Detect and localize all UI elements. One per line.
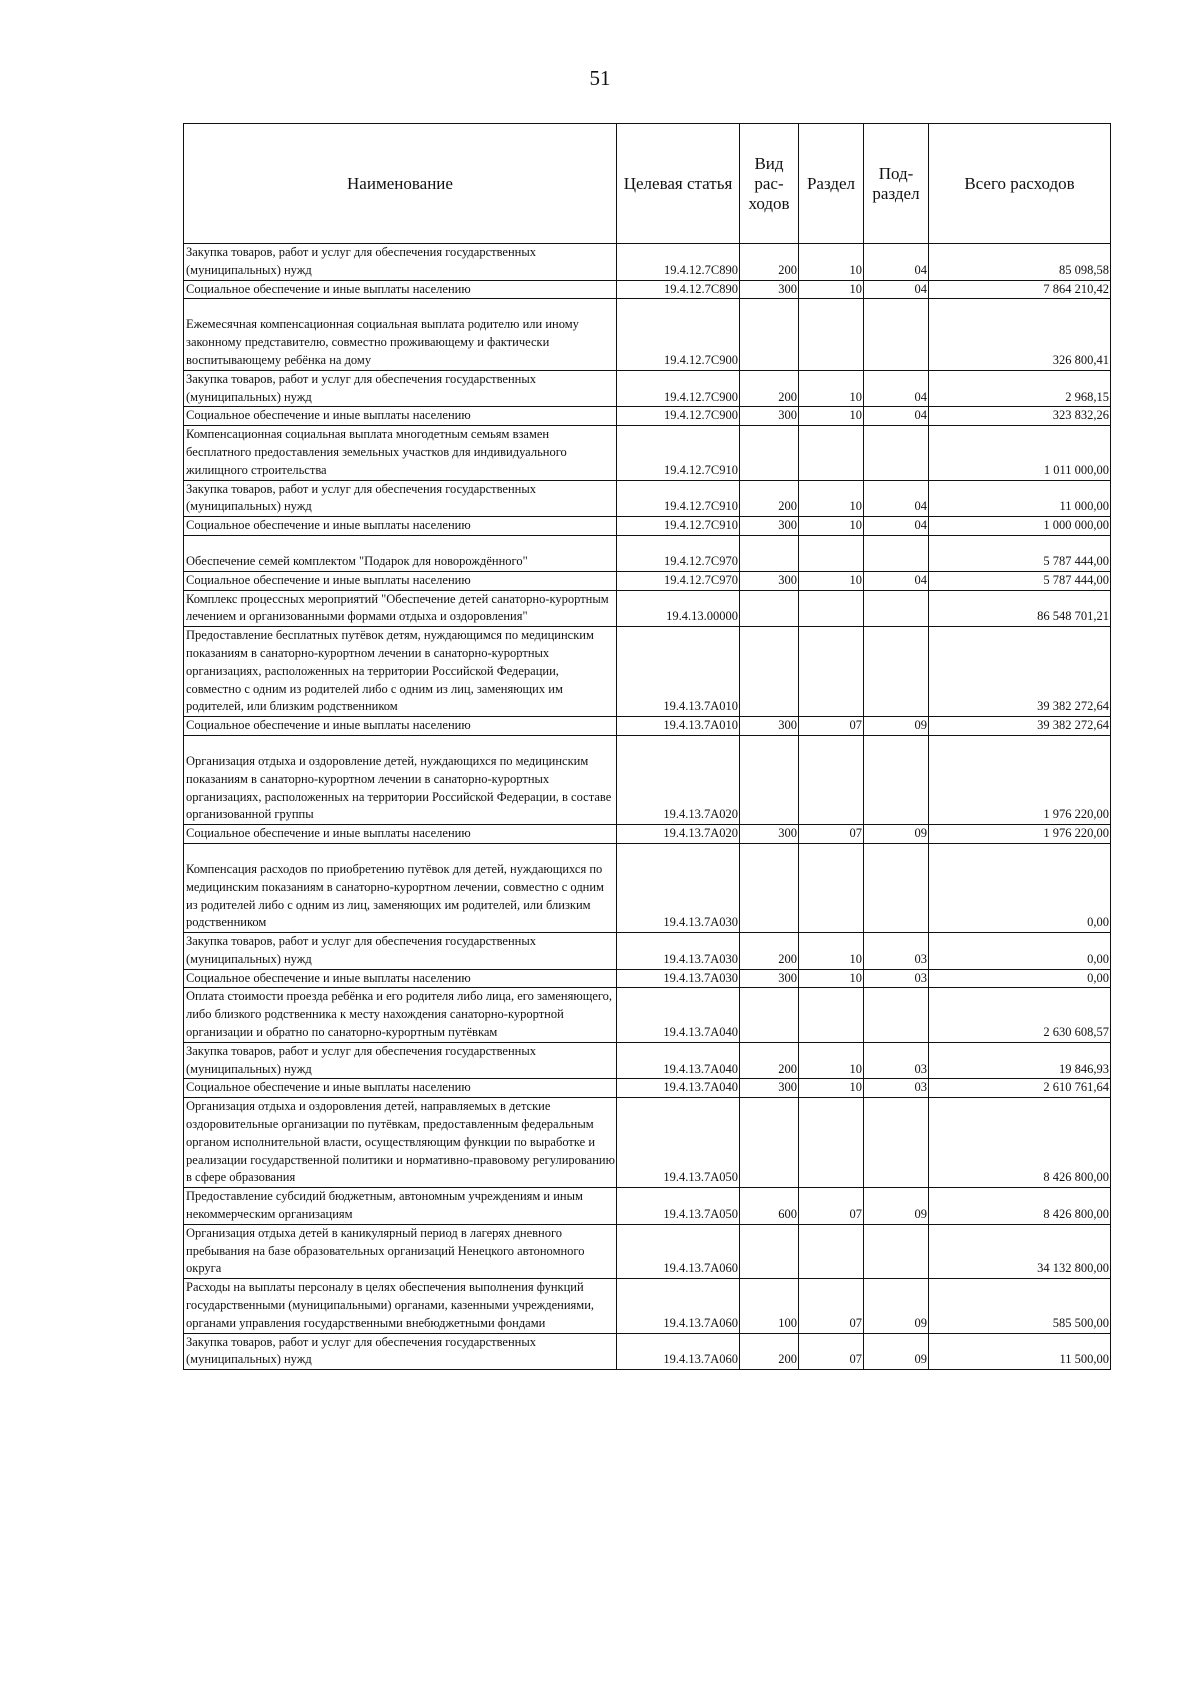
row-subsection: 03 xyxy=(864,933,929,970)
row-target-article: 19.4.12.7С890 xyxy=(617,280,740,299)
row-subsection: 03 xyxy=(864,1079,929,1098)
table-row xyxy=(184,717,1111,736)
row-expense-kind: 200 xyxy=(740,1333,799,1370)
row-name: Социальное обеспечение и иные выплаты населению xyxy=(184,407,617,426)
row-name: Социальное обеспечение и иные выплаты населению xyxy=(184,571,617,590)
table-row xyxy=(184,1098,1111,1188)
row-total: 2 610 761,64 xyxy=(929,1079,1111,1098)
row-expense-kind xyxy=(740,988,799,1042)
row-target-article: 19.4.13.7А010 xyxy=(617,627,740,717)
budget-table xyxy=(183,123,1111,1370)
header-expense-kind: Вид рас- ходов xyxy=(740,124,799,244)
row-total: 2 968,15 xyxy=(929,370,1111,407)
table-body xyxy=(184,244,1111,1370)
row-subsection: 04 xyxy=(864,480,929,517)
row-name: Закупка товаров, работ и услуг для обеспечения государственных (муниципальных) нужд xyxy=(184,1333,617,1370)
row-section: 07 xyxy=(799,825,864,844)
row-total: 34 132 800,00 xyxy=(929,1224,1111,1278)
row-subsection: 04 xyxy=(864,244,929,281)
row-name: Социальное обеспечение и иные выплаты населению xyxy=(184,969,617,988)
row-section xyxy=(799,299,864,370)
row-section xyxy=(799,1224,864,1278)
row-total: 1 976 220,00 xyxy=(929,825,1111,844)
row-subsection xyxy=(864,843,929,932)
row-name: Социальное обеспечение и иные выплаты населению xyxy=(184,717,617,736)
row-target-article: 19.4.13.00000 xyxy=(617,590,740,627)
row-section xyxy=(799,627,864,717)
row-section xyxy=(799,1098,864,1188)
row-total: 8 426 800,00 xyxy=(929,1098,1111,1188)
row-target-article: 19.4.13.7А030 xyxy=(617,969,740,988)
row-total: 585 500,00 xyxy=(929,1279,1111,1333)
table-row xyxy=(184,1224,1111,1278)
table-row xyxy=(184,933,1111,970)
table-row xyxy=(184,407,1111,426)
row-target-article: 19.4.12.7С910 xyxy=(617,517,740,536)
row-total: 326 800,41 xyxy=(929,299,1111,370)
row-section: 10 xyxy=(799,1042,864,1079)
table-row xyxy=(184,1188,1111,1225)
row-name: Ежемесячная компенсационная социальная выплата родителю или иному законному представителю, совместно проживающему и фактически воспитывающему ребёнка на дому xyxy=(184,299,617,370)
row-target-article: 19.4.13.7А060 xyxy=(617,1333,740,1370)
row-name: Комплекс процессных мероприятий "Обеспечение детей санаторно-курортным лечением и организованными формами отдыха и оздоровления" xyxy=(184,590,617,627)
row-expense-kind: 200 xyxy=(740,933,799,970)
row-subsection xyxy=(864,988,929,1042)
row-total: 39 382 272,64 xyxy=(929,717,1111,736)
table-row xyxy=(184,426,1111,480)
row-section xyxy=(799,735,864,824)
row-subsection xyxy=(864,735,929,824)
row-name: Закупка товаров, работ и услуг для обеспечения государственных (муниципальных) нужд xyxy=(184,370,617,407)
table-row xyxy=(184,825,1111,844)
row-expense-kind: 200 xyxy=(740,244,799,281)
row-expense-kind: 100 xyxy=(740,1279,799,1333)
table-row xyxy=(184,1042,1111,1079)
row-name: Компенсационная социальная выплата многодетным семьям взамен бесплатного предоставления земельных участков для индивидуального жилищного строительства xyxy=(184,426,617,480)
row-target-article: 19.4.12.7С890 xyxy=(617,244,740,281)
row-total: 0,00 xyxy=(929,843,1111,932)
row-section xyxy=(799,988,864,1042)
row-expense-kind xyxy=(740,590,799,627)
table-row xyxy=(184,280,1111,299)
row-subsection xyxy=(864,426,929,480)
row-name: Закупка товаров, работ и услуг для обеспечения государственных (муниципальных) нужд xyxy=(184,1042,617,1079)
row-target-article: 19.4.13.7А050 xyxy=(617,1188,740,1225)
row-target-article: 19.4.13.7А020 xyxy=(617,735,740,824)
row-section: 10 xyxy=(799,969,864,988)
row-name: Закупка товаров, работ и услуг для обеспечения государственных (муниципальных) нужд xyxy=(184,244,617,281)
table-row xyxy=(184,517,1111,536)
row-expense-kind xyxy=(740,426,799,480)
row-subsection xyxy=(864,299,929,370)
row-name: Социальное обеспечение и иные выплаты населению xyxy=(184,280,617,299)
table-row xyxy=(184,480,1111,517)
header-section: Раздел xyxy=(799,124,864,244)
row-name: Оплата стоимости проезда ребёнка и его родителя либо лица, его заменяющего, либо близкого родственника к месту нахождения санаторно-курортной организации и обратно по санаторно-курортным путёвкам xyxy=(184,988,617,1042)
row-total: 11 500,00 xyxy=(929,1333,1111,1370)
row-total: 2 630 608,57 xyxy=(929,988,1111,1042)
row-section: 07 xyxy=(799,1279,864,1333)
row-name: Предоставление субсидий бюджетным, автономным учреждениям и иным некоммерческим организациям xyxy=(184,1188,617,1225)
row-subsection: 09 xyxy=(864,1333,929,1370)
row-target-article: 19.4.13.7А050 xyxy=(617,1098,740,1188)
row-total: 8 426 800,00 xyxy=(929,1188,1111,1225)
table-row xyxy=(184,988,1111,1042)
table-row xyxy=(184,535,1111,571)
row-subsection: 04 xyxy=(864,571,929,590)
row-section: 10 xyxy=(799,571,864,590)
row-name: Организация отдыха детей в каникулярный период в лагерях дневного пребывания на базе образовательных организаций Ненецкого автономного округа xyxy=(184,1224,617,1278)
row-target-article: 19.4.13.7А060 xyxy=(617,1279,740,1333)
table-row xyxy=(184,735,1111,824)
row-section: 10 xyxy=(799,933,864,970)
row-target-article: 19.4.13.7А030 xyxy=(617,933,740,970)
row-section: 10 xyxy=(799,407,864,426)
row-total: 7 864 210,42 xyxy=(929,280,1111,299)
row-total: 1 976 220,00 xyxy=(929,735,1111,824)
row-expense-kind: 300 xyxy=(740,717,799,736)
row-target-article: 19.4.12.7С910 xyxy=(617,480,740,517)
row-name: Расходы на выплаты персоналу в целях обеспечения выполнения функций государственными (муниципальными) органами, казенными учреждениями, органами управления государственными внебюджетными фондами xyxy=(184,1279,617,1333)
table-row xyxy=(184,1079,1111,1098)
row-name: Закупка товаров, работ и услуг для обеспечения государственных (муниципальных) нужд xyxy=(184,933,617,970)
row-name: Социальное обеспечение и иные выплаты населению xyxy=(184,1079,617,1098)
row-section: 10 xyxy=(799,1079,864,1098)
row-section: 07 xyxy=(799,1333,864,1370)
row-section: 10 xyxy=(799,244,864,281)
header-name: Наименование xyxy=(184,124,617,244)
table-header-row xyxy=(184,124,1111,244)
row-section: 10 xyxy=(799,480,864,517)
row-expense-kind xyxy=(740,1224,799,1278)
row-name: Компенсация расходов по приобретению путёвок для детей, нуждающихся по медицинским показаниям в санаторно-курортном лечении, совместно с одним из родителей либо с одним из лиц, заменяющих им родителей, или близким родственником xyxy=(184,843,617,932)
row-target-article: 19.4.13.7А040 xyxy=(617,988,740,1042)
row-target-article: 19.4.13.7А010 xyxy=(617,717,740,736)
row-subsection: 04 xyxy=(864,407,929,426)
row-section: 10 xyxy=(799,280,864,299)
row-name: Предоставление бесплатных путёвок детям, нуждающимся по медицинским показаниям в санаторно-курортном лечении в санаторно-курортных организациях, расположенных на территории Российской Федерации, совместно с одним из родителей либо с одним из лиц, заменяющих им родителей, или близким родственником xyxy=(184,627,617,717)
row-expense-kind xyxy=(740,535,799,571)
row-name: Организация отдыха и оздоровление детей, нуждающихся по медицинским показаниям в санаторно-курортном лечении в санаторно-курортных организациях, расположенных на территории Российской Федерации, в составе организованной группы xyxy=(184,735,617,824)
row-subsection: 04 xyxy=(864,370,929,407)
row-expense-kind: 300 xyxy=(740,280,799,299)
header-subsection: Под- раздел xyxy=(864,124,929,244)
row-expense-kind: 300 xyxy=(740,407,799,426)
table-row xyxy=(184,627,1111,717)
row-expense-kind: 300 xyxy=(740,969,799,988)
row-total: 1 011 000,00 xyxy=(929,426,1111,480)
table-row xyxy=(184,299,1111,370)
row-subsection: 04 xyxy=(864,280,929,299)
row-target-article: 19.4.13.7А020 xyxy=(617,825,740,844)
row-expense-kind: 200 xyxy=(740,480,799,517)
table-row xyxy=(184,1279,1111,1333)
row-expense-kind: 300 xyxy=(740,517,799,536)
table-row xyxy=(184,843,1111,932)
row-target-article: 19.4.13.7А040 xyxy=(617,1079,740,1098)
row-name: Обеспечение семей комплектом "Подарок для новорождённого" xyxy=(184,535,617,571)
row-target-article: 19.4.13.7А060 xyxy=(617,1224,740,1278)
table-row xyxy=(184,969,1111,988)
row-section xyxy=(799,843,864,932)
row-expense-kind: 300 xyxy=(740,825,799,844)
table-row xyxy=(184,370,1111,407)
row-expense-kind xyxy=(740,1098,799,1188)
header-total: Всего расходов xyxy=(929,124,1111,244)
table-row xyxy=(184,1333,1111,1370)
row-total: 323 832,26 xyxy=(929,407,1111,426)
row-total: 11 000,00 xyxy=(929,480,1111,517)
row-subsection: 09 xyxy=(864,1279,929,1333)
row-target-article: 19.4.12.7С900 xyxy=(617,299,740,370)
row-section: 07 xyxy=(799,717,864,736)
row-section: 07 xyxy=(799,1188,864,1225)
row-expense-kind: 300 xyxy=(740,571,799,590)
row-subsection xyxy=(864,1224,929,1278)
row-total: 5 787 444,00 xyxy=(929,571,1111,590)
row-expense-kind: 300 xyxy=(740,1079,799,1098)
row-section xyxy=(799,535,864,571)
row-section xyxy=(799,590,864,627)
row-total: 0,00 xyxy=(929,969,1111,988)
row-target-article: 19.4.13.7А040 xyxy=(617,1042,740,1079)
row-name: Социальное обеспечение и иные выплаты населению xyxy=(184,825,617,844)
row-total: 1 000 000,00 xyxy=(929,517,1111,536)
row-target-article: 19.4.13.7А030 xyxy=(617,843,740,932)
row-expense-kind: 200 xyxy=(740,1042,799,1079)
row-target-article: 19.4.12.7С910 xyxy=(617,426,740,480)
row-total: 39 382 272,64 xyxy=(929,627,1111,717)
row-subsection: 09 xyxy=(864,1188,929,1225)
page-number: 51 xyxy=(589,66,611,90)
table-row xyxy=(184,571,1111,590)
row-expense-kind xyxy=(740,843,799,932)
row-subsection xyxy=(864,590,929,627)
row-subsection xyxy=(864,1098,929,1188)
row-expense-kind xyxy=(740,627,799,717)
row-section xyxy=(799,426,864,480)
row-section: 10 xyxy=(799,517,864,536)
row-subsection: 03 xyxy=(864,969,929,988)
row-subsection: 04 xyxy=(864,517,929,536)
row-name: Закупка товаров, работ и услуг для обеспечения государственных (муниципальных) нужд xyxy=(184,480,617,517)
row-subsection xyxy=(864,627,929,717)
header-target-article: Целевая статья xyxy=(617,124,740,244)
row-total: 85 098,58 xyxy=(929,244,1111,281)
row-target-article: 19.4.12.7С970 xyxy=(617,535,740,571)
row-total: 5 787 444,00 xyxy=(929,535,1111,571)
row-subsection: 09 xyxy=(864,825,929,844)
row-subsection: 03 xyxy=(864,1042,929,1079)
row-name: Социальное обеспечение и иные выплаты населению xyxy=(184,517,617,536)
table-row xyxy=(184,590,1111,627)
row-expense-kind: 600 xyxy=(740,1188,799,1225)
row-total: 19 846,93 xyxy=(929,1042,1111,1079)
row-expense-kind xyxy=(740,735,799,824)
row-target-article: 19.4.12.7С900 xyxy=(617,407,740,426)
row-total: 86 548 701,21 xyxy=(929,590,1111,627)
row-name: Организация отдыха и оздоровления детей, направляемых в детские оздоровительные организации по путёвкам, предоставленным федеральным органом исполнительной власти, осуществляющим функции по выработке и реализации государственной политики и нормативно-правовому регулированию в сфере образования xyxy=(184,1098,617,1188)
row-expense-kind xyxy=(740,299,799,370)
row-subsection xyxy=(864,535,929,571)
row-subsection: 09 xyxy=(864,717,929,736)
row-section: 10 xyxy=(799,370,864,407)
row-expense-kind: 200 xyxy=(740,370,799,407)
row-target-article: 19.4.12.7С900 xyxy=(617,370,740,407)
row-target-article: 19.4.12.7С970 xyxy=(617,571,740,590)
table-row xyxy=(184,244,1111,281)
row-total: 0,00 xyxy=(929,933,1111,970)
